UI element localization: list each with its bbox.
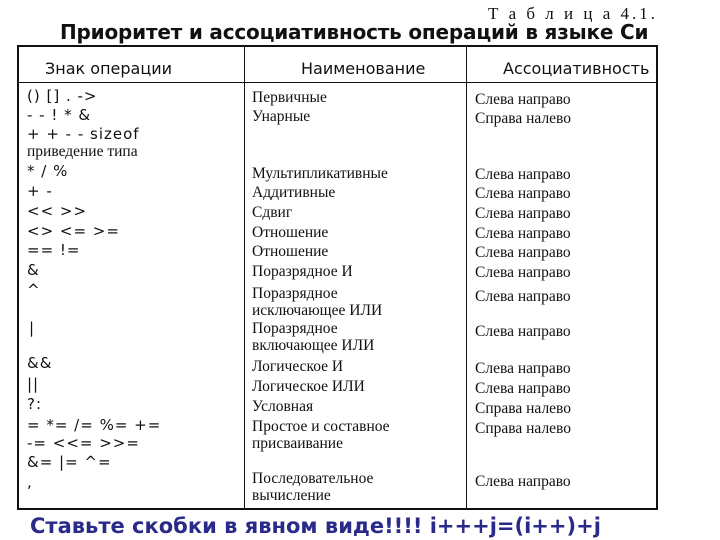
name-cell: Первичные [252, 89, 327, 106]
column-header-operator: Знак операции [45, 59, 173, 78]
associativity-cell: Слева направо [475, 380, 571, 397]
associativity-cell: Слева направо [475, 205, 571, 222]
operator-cell: = *= /= %= += [27, 416, 162, 434]
name-cell: Последовательное [252, 470, 374, 487]
operator-cell: ^ [27, 281, 41, 299]
operator-cell: | [29, 319, 36, 337]
associativity-cell: Слева направо [475, 225, 571, 242]
name-cell: Поразрядное [252, 320, 338, 337]
name-cell: Унарные [252, 108, 311, 125]
associativity-cell: Слева направо [475, 185, 571, 202]
name-cell: Простое и составное [252, 418, 390, 435]
name-cell: Логическое ИЛИ [252, 378, 365, 395]
associativity-cell: Справа налево [475, 110, 572, 127]
associativity-cell: Справа налево [475, 400, 572, 417]
operator-cell: -= <<= >>= [27, 434, 140, 452]
associativity-cell: Слева направо [475, 91, 571, 108]
name-cell: Поразрядное [252, 285, 338, 302]
operator-cell: - - ! * & [27, 106, 92, 124]
operator-cell: * / % [27, 162, 69, 180]
name-cell: Мультипликативные [252, 165, 388, 182]
name-cell: Отношение [252, 243, 329, 260]
footer-note: Ставьте скобки в явном виде!!!! i+++j=(i++)+j [30, 514, 601, 538]
operator-cell: &= |= ^= [27, 453, 112, 471]
operator-cell: <> <= >= [27, 222, 120, 240]
column-header-name: Наименование [301, 59, 426, 78]
page-title: Приоритет и ассоциативность операций в языке Си [60, 20, 649, 44]
operator-cell: ?: [27, 395, 43, 413]
operator-cell: + - [27, 182, 53, 200]
name-cell: включающее ИЛИ [252, 337, 375, 354]
name-cell: Отношение [252, 224, 329, 241]
associativity-cell: Справа налево [475, 420, 572, 437]
operators-table [17, 45, 658, 510]
operator-cell: + + - - sizeof [27, 125, 140, 143]
name-cell: Сдвиг [252, 204, 293, 221]
operator-cell: || [27, 375, 40, 393]
column-divider [244, 47, 245, 508]
associativity-cell: Слева направо [475, 244, 571, 261]
column-divider [466, 47, 467, 508]
header-divider [19, 82, 656, 83]
operator-cell: , [27, 473, 33, 491]
operator-cell: & [27, 261, 40, 279]
name-cell: исключающее ИЛИ [252, 302, 383, 319]
operator-cell: () [] . -> [27, 87, 98, 105]
associativity-cell: Слева направо [475, 166, 571, 183]
associativity-cell: Слева направо [475, 360, 571, 377]
associativity-cell: Слева направо [475, 473, 571, 490]
name-cell: присваивание [252, 435, 343, 452]
operator-cell: приведение типа [27, 143, 138, 160]
associativity-cell: Слева направо [475, 323, 571, 340]
table-caption: Т а б л и ц а 4.1. [487, 4, 658, 23]
operator-cell: == != [27, 241, 81, 259]
associativity-cell: Слева направо [475, 264, 571, 281]
column-header-associativity: Ассоциативность [503, 59, 650, 78]
name-cell: Условная [252, 398, 314, 415]
associativity-cell: Слева направо [475, 288, 571, 305]
name-cell: Поразрядное И [252, 263, 353, 280]
name-cell: Аддитивные [252, 184, 336, 201]
operator-cell: << >> [27, 202, 88, 220]
name-cell: Логическое И [252, 358, 344, 375]
operator-cell: && [27, 354, 53, 372]
name-cell: вычисление [252, 487, 331, 504]
